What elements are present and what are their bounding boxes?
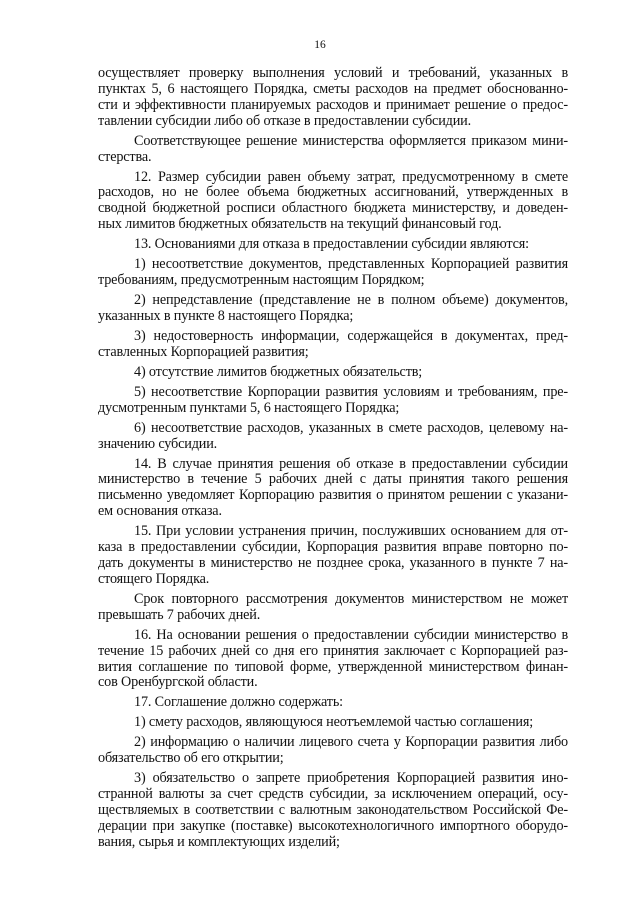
- text-line: пунктах 5, 6 настоящего Порядка, сметы расходов на предмет обоснованно-: [98, 80, 568, 97]
- paragraph: [98, 421, 568, 453]
- paragraph: [98, 134, 568, 166]
- paragraph: [98, 385, 568, 417]
- paragraph: [98, 735, 568, 767]
- text-line: Срок повторного рассмотрения документов министерством не может: [134, 590, 568, 607]
- text-line: 14. В случае принятия решения об отказе в предоставлении субсидии: [134, 455, 568, 472]
- paragraph: [98, 628, 568, 692]
- text-line: вития соглашение по типовой форме, утвержденной министерством финан-: [98, 658, 568, 675]
- page-number: 16: [314, 39, 326, 51]
- paragraph: [98, 457, 568, 521]
- paragraph: [98, 365, 568, 381]
- text-line: сов Оренбургской области.: [98, 674, 258, 691]
- text-line: министерство в течение 5 рабочих дней с даты принятия такого решения: [98, 471, 568, 488]
- text-line: 1) несоответствие документов, представленных Корпорацией развития: [134, 256, 568, 273]
- text-line: каза в предоставлении субсидии, Корпорация развития вправе повторно по-: [98, 539, 568, 556]
- text-line: ем основания отказа.: [98, 503, 222, 520]
- text-line: 4) отсутствие лимитов бюджетных обязательств;: [134, 363, 423, 380]
- text-line: ных лимитов бюджетных обязательств на текущий финансовый год.: [98, 216, 502, 233]
- text-line: Соответствующее решение министерства оформляется приказом мини-: [134, 132, 568, 149]
- text-line: сводной бюджетной росписи областного бюджета министерству, и доведен-: [98, 200, 568, 217]
- text-line: 13. Основаниями для отказа в предоставлении субсидии являются:: [134, 236, 529, 253]
- text-line: превышать 7 рабочих дней.: [98, 606, 261, 623]
- text-line: стоящего Порядка.: [98, 570, 210, 587]
- text-line: дать документы в министерство не позднее срока, указанного в пункте 7 на-: [98, 554, 568, 571]
- text-line: 17. Соглашение должно содержать:: [134, 694, 343, 711]
- text-line: значению субсидии.: [98, 435, 218, 452]
- paragraph: [98, 170, 568, 234]
- text-line: расходов, но не более объема бюджетных ассигнований, утвержденных в: [98, 184, 568, 201]
- text-line: ществляемых в соответствии с валютным законодательством Российской Фе-: [98, 802, 568, 818]
- text-line: 6) несоответствие расходов, указанных в смете расходов, целевому на-: [134, 419, 568, 436]
- text-line: странной валюты за счет средств субсидии, за исключением операций, осу-: [98, 786, 568, 803]
- text-line: 16. На основании решения о предоставлении субсидии министерство в: [134, 626, 568, 643]
- text-line: письменно уведомляет Корпорацию развития о принятом решении с указани-: [98, 487, 568, 504]
- text-line: течение 15 рабочих дней со дня его принятия заключает с Корпорацией раз-: [98, 642, 568, 659]
- paragraph: [98, 695, 568, 711]
- text-line: 2) информацию о наличии лицевого счета у Корпорации развития либо: [134, 734, 568, 751]
- text-line: 2) непредставление (представление не в полном объеме) документов,: [134, 292, 568, 309]
- text-line: 3) недостоверность информации, содержащейся в документах, пред-: [134, 327, 568, 344]
- text-line: осуществляет проверку выполнения условий и требований, указанных в: [98, 65, 568, 81]
- text-line: 15. При условии устранения причин, послуживших основанием для от-: [134, 523, 568, 540]
- body-text: [98, 66, 568, 851]
- paragraph: [98, 592, 568, 624]
- text-line: 12. Размер субсидии равен объему затрат, предусмотренному в смете: [134, 168, 568, 185]
- text-line: вания, сырья и комплектующих изделий;: [98, 833, 340, 850]
- text-line: 1) смету расходов, являющуюся неотъемлемой частью соглашения;: [134, 714, 533, 731]
- paragraph: [98, 237, 568, 253]
- paragraph: [98, 293, 568, 325]
- text-line: 5) несоответствие Корпорации развития условиям и требованиям, пре-: [134, 383, 568, 400]
- paragraph: [98, 66, 568, 130]
- text-line: тавлении субсидии либо об отказе в предоставлении субсидии.: [98, 112, 471, 129]
- text-line: обязательство об его открытии;: [98, 750, 284, 767]
- text-line: 3) обязательство о запрете приобретения Корпорацией развития ино-: [134, 770, 568, 787]
- paragraph: [98, 329, 568, 361]
- text-line: требованиям, предусмотренным настоящим Порядком;: [98, 272, 425, 289]
- text-line: сти и эффективности планируемых расходов и принимает решение о предос-: [98, 96, 568, 113]
- paragraph: [98, 524, 568, 588]
- text-line: ставленных Корпорацией развития;: [98, 343, 309, 360]
- text-line: дерации при закупке (поставке) высокотехнологичного импортного оборудо-: [98, 817, 568, 834]
- paragraph: [98, 715, 568, 731]
- text-line: дусмотренным пунктами 5, 6 настоящего Порядка;: [98, 399, 400, 416]
- paragraph: [98, 257, 568, 289]
- paragraph: [98, 771, 568, 850]
- text-line: стерства.: [98, 148, 152, 165]
- text-line: указанных в пункте 8 настоящего Порядка;: [98, 307, 354, 324]
